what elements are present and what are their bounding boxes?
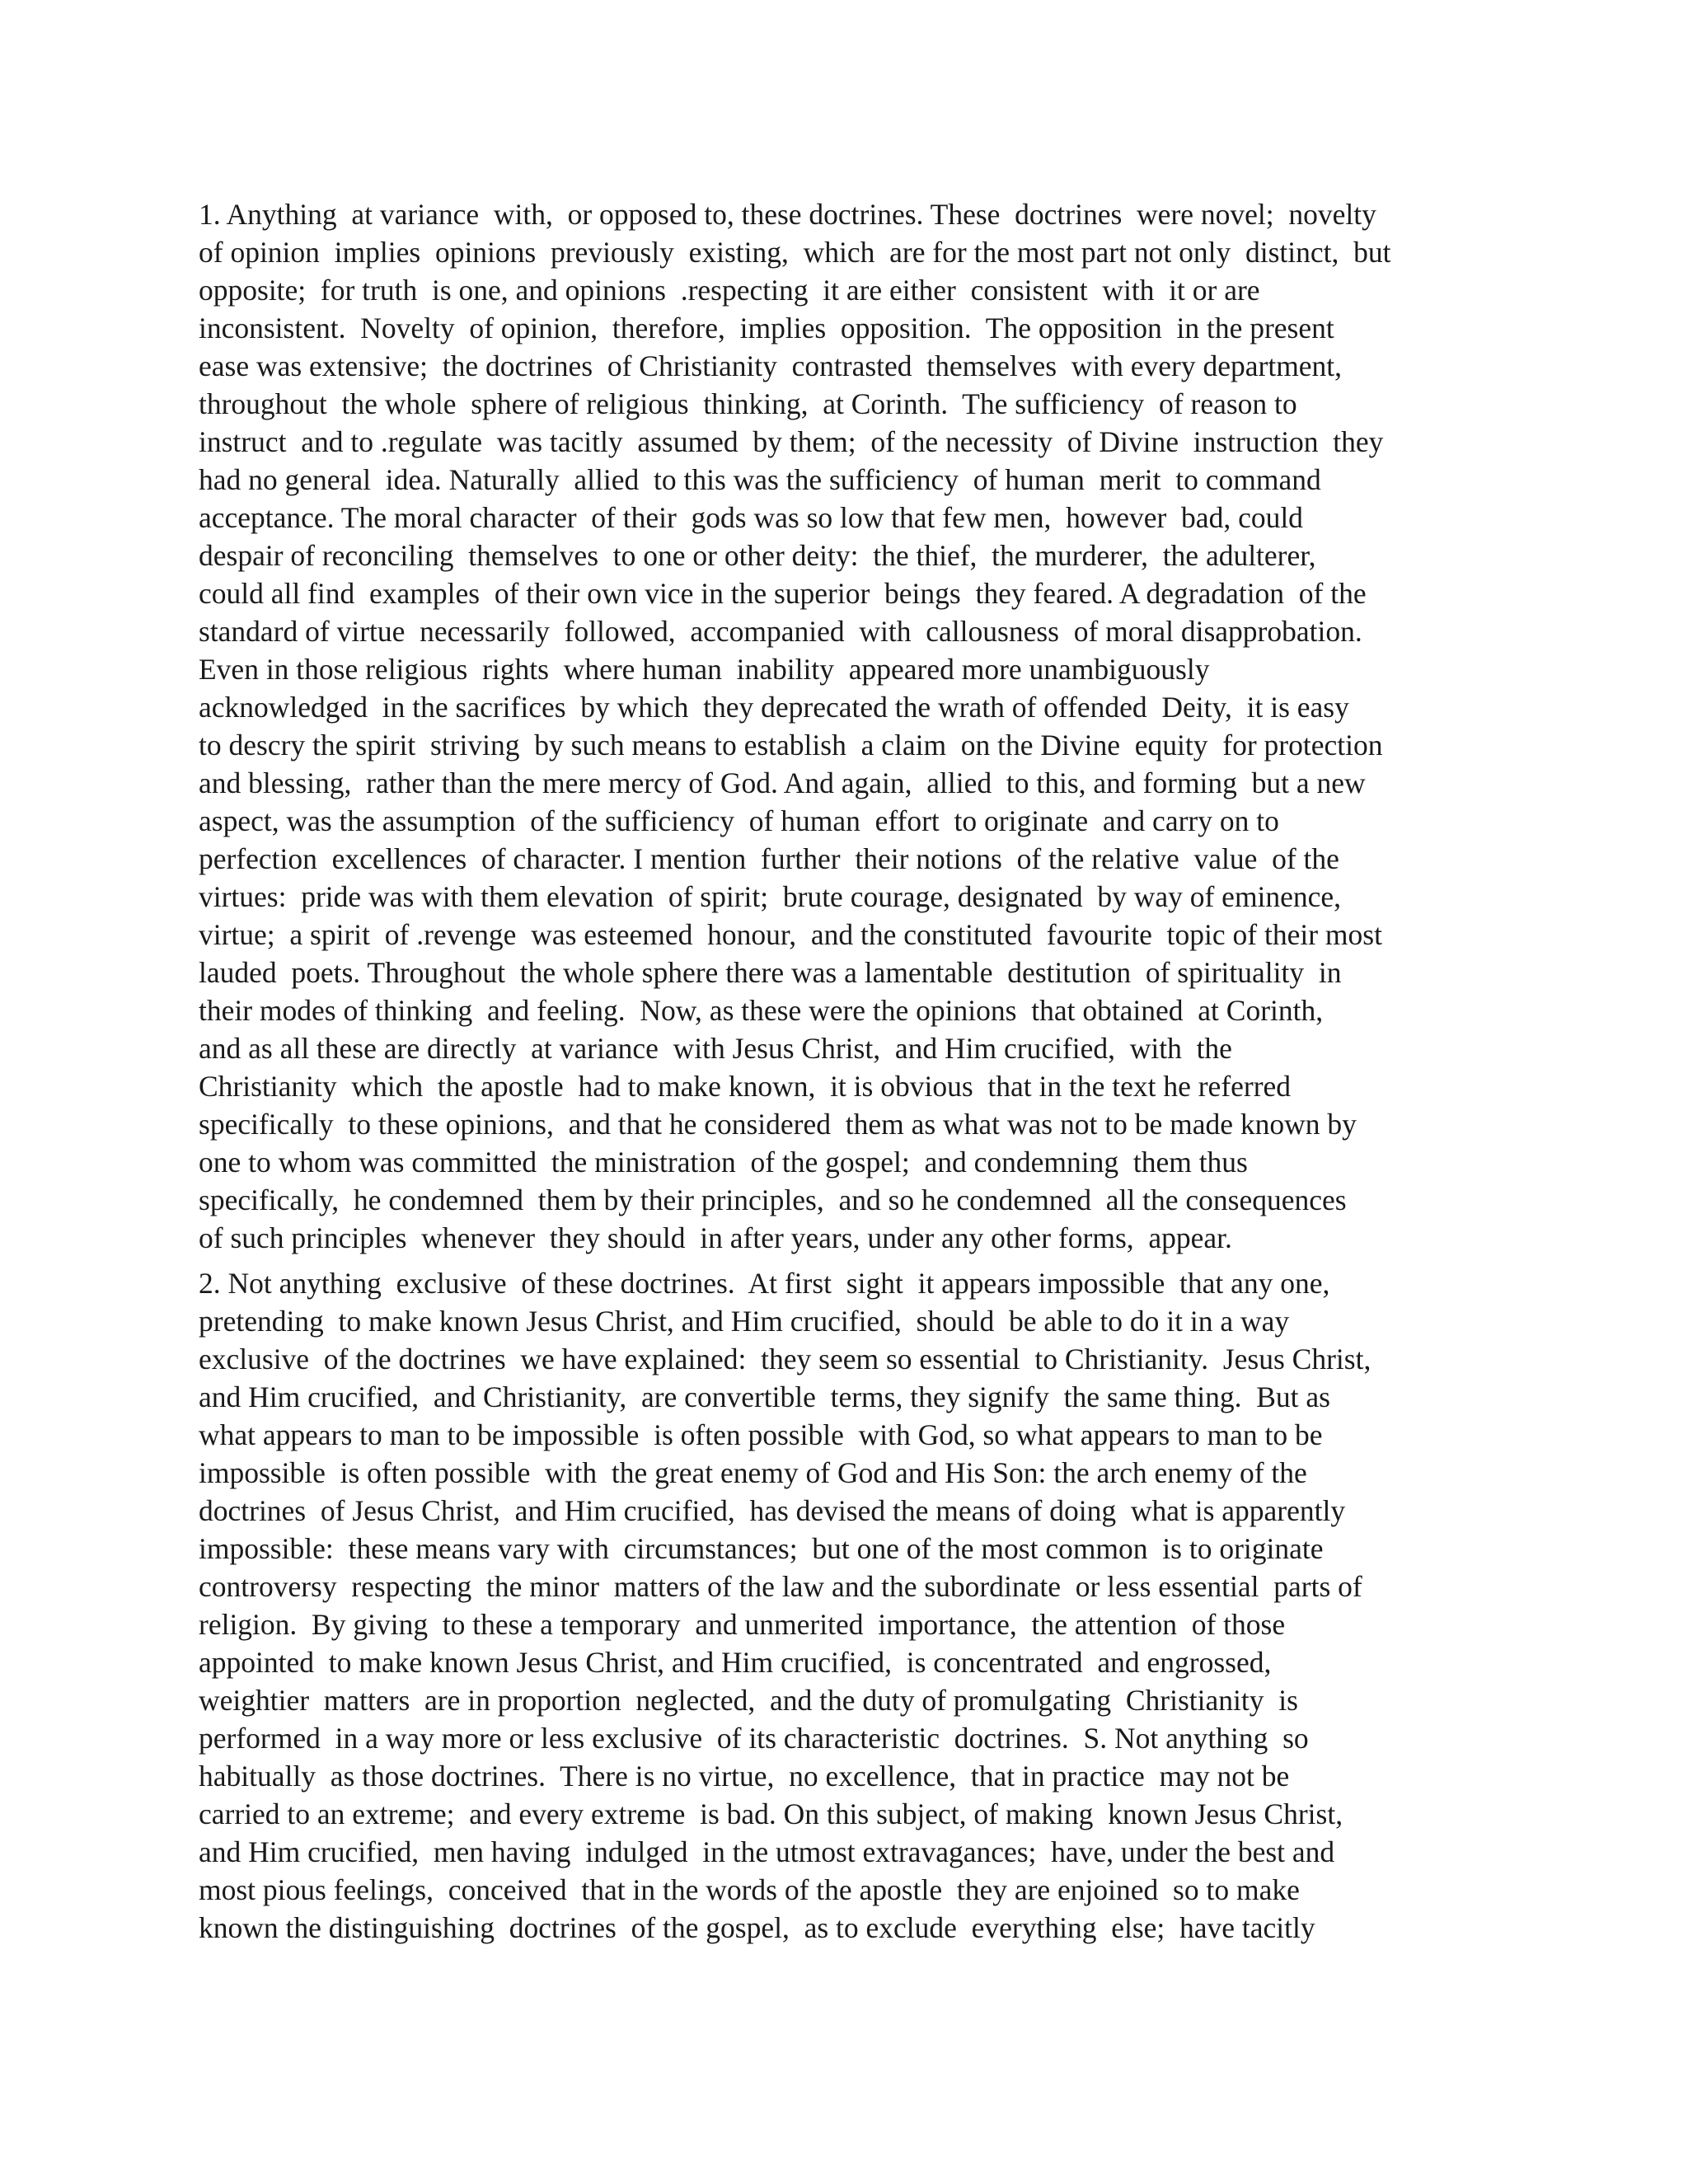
text-line: appointed to make known Jesus Christ, and Him crucified, is concentrated and engrossed,	[199, 1646, 1272, 1679]
text-line: and Him crucified, and Christianity, are convertible terms, they signify the same thing. But as	[199, 1380, 1330, 1413]
text-line: 2. Not anything exclusive of these doctrines. At first sight it appears impossible that any one,	[199, 1267, 1330, 1300]
text-line: had no general idea. Naturally allied to this was the sufficiency of human merit to command	[199, 463, 1321, 496]
text-line: Christianity which the apostle had to make known, it is obvious that in the text he referred	[199, 1070, 1292, 1103]
text-line: impossible is often possible with the great enemy of God and His Son: the arch enemy of the	[199, 1456, 1307, 1489]
text-line: controversy respecting the minor matters of the law and the subordinate or less essential parts of	[199, 1570, 1362, 1603]
text-line: and as all these are directly at variance with Jesus Christ, and Him crucified, with the	[199, 1032, 1232, 1065]
text-line: impossible: these means vary with circumstances; but one of the most common is to originate	[199, 1532, 1324, 1565]
text-line: known the distinguishing doctrines of the gospel, as to exclude everything else; have tacitly	[199, 1911, 1315, 1944]
text-line: specifically to these opinions, and that he considered them as what was not to be made known by	[199, 1108, 1357, 1141]
text-line: throughout the whole sphere of religious thinking, at Corinth. The sufficiency of reason to	[199, 387, 1297, 420]
text-line: instruct and to .regulate was tacitly assumed by them; of the necessity of Divine instruction they	[199, 425, 1384, 458]
text-line: 1. Anything at variance with, or opposed to, these doctrines. These doctrines were novel; novelty	[199, 198, 1376, 231]
text-line: of such principles whenever they should in after years, under any other forms, appear.	[199, 1221, 1232, 1254]
text-line: inconsistent. Novelty of opinion, therefore, implies opposition. The opposition in the present	[199, 312, 1334, 344]
text-line: aspect, was the assumption of the sufficiency of human effort to originate and carry on to	[199, 804, 1279, 837]
text-line: acknowledged in the sacrifices by which they deprecated the wrath of offended Deity, it is easy	[199, 691, 1349, 724]
text-line: what appears to man to be impossible is often possible with God, so what appears to man to be	[199, 1418, 1323, 1451]
paragraph-1	[199, 195, 1472, 1257]
text-line: performed in a way more or less exclusive of its characteristic doctrines. S. Not anything so	[199, 1722, 1309, 1755]
text-line: lauded poets. Throughout the whole sphere there was a lamentable destitution of spirituality in	[199, 956, 1342, 989]
text-line: weightier matters are in proportion neglected, and the duty of promulgating Christianity is	[199, 1684, 1298, 1717]
text-line: despair of reconciling themselves to one or other deity: the thief, the murderer, the adulterer,	[199, 539, 1316, 572]
body-text	[199, 195, 1472, 1954]
text-line: and blessing, rather than the mere mercy of God. And again, allied to this, and forming but a new	[199, 766, 1366, 799]
text-line: of opinion implies opinions previously existing, which are for the most part not only distinct, but	[199, 236, 1391, 269]
text-line: Even in those religious rights where human inability appeared more unambiguously	[199, 653, 1210, 686]
text-line: to descry the spirit striving by such means to establish a claim on the Divine equity for protection	[199, 729, 1383, 762]
text-line: opposite; for truth is one, and opinions .respecting it are either consistent with it or are	[199, 274, 1260, 307]
text-line: acceptance. The moral character of their gods was so low that few men, however bad, could	[199, 501, 1303, 534]
text-line: religion. By giving to these a temporary and unmerited importance, the attention of those	[199, 1608, 1286, 1641]
text-line: standard of virtue necessarily followed, accompanied with callousness of moral disapprobation.	[199, 615, 1362, 648]
text-line: doctrines of Jesus Christ, and Him crucified, has devised the means of doing what is apparently	[199, 1494, 1346, 1527]
text-line: perfection excellences of character. I mention further their notions of the relative value of the	[199, 842, 1339, 875]
text-line: pretending to make known Jesus Christ, and Him crucified, should be able to do it in a way	[199, 1305, 1290, 1338]
text-line: specifically, he condemned them by their principles, and so he condemned all the consequences	[199, 1183, 1347, 1216]
paragraph-2	[199, 1264, 1472, 1947]
text-line: could all find examples of their own vice in the superior beings they feared. A degradation of the	[199, 577, 1367, 610]
text-line: their modes of thinking and feeling. Now, as these were the opinions that obtained at Corinth,	[199, 994, 1324, 1027]
text-line: virtue; a spirit of .revenge was esteemed honour, and the constituted favourite topic of their most	[199, 918, 1382, 951]
text-line: and Him crucified, men having indulged in the utmost extravagances; have, under the best and	[199, 1835, 1335, 1868]
text-line: ease was extensive; the doctrines of Christianity contrasted themselves with every department,	[199, 349, 1343, 382]
text-line: carried to an extreme; and every extreme is bad. On this subject, of making known Jesus Christ,	[199, 1797, 1343, 1830]
text-line: habitually as those doctrines. There is no virtue, no excellence, that in practice may not be	[199, 1760, 1290, 1793]
text-line: virtues: pride was with them elevation of spirit; brute courage, designated by way of eminence,	[199, 880, 1342, 913]
text-line: exclusive of the doctrines we have explained: they seem so essential to Christianity. Jesus Christ,	[199, 1343, 1372, 1376]
text-line: one to whom was committed the ministration of the gospel; and condemning them thus	[199, 1146, 1248, 1179]
text-line: most pious feelings, conceived that in the words of the apostle they are enjoined so to make	[199, 1873, 1300, 1906]
